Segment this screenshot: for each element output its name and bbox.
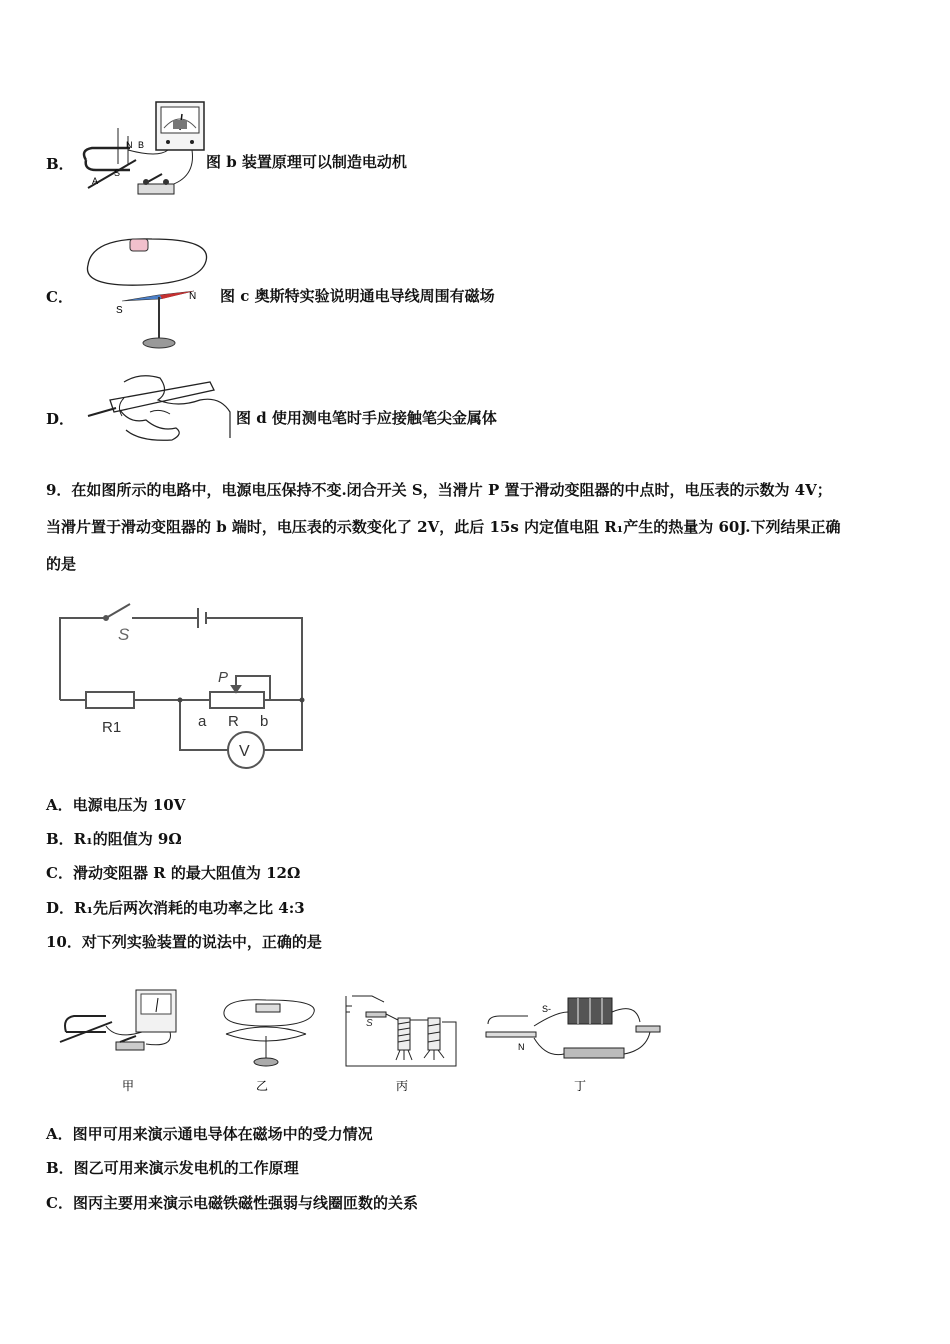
- fig-b-label-b: B: [138, 140, 145, 150]
- q10-apparatus-figures: [56, 982, 666, 1094]
- oersted-figure: [82, 225, 214, 353]
- q9-option-c: C．滑动变阻器 R 的最大阻值为 12Ω: [46, 864, 301, 882]
- figure-ding: [486, 998, 660, 1058]
- q10-option-c: C．图丙主要用来演示电磁铁磁性强弱与线圈匝数的关系: [46, 1194, 418, 1212]
- voltmeter-label: V: [239, 743, 250, 760]
- r1-label: R1: [102, 719, 122, 736]
- q9-stem-line1: 9．在如图所示的电路中，电源电压保持不变.闭合开关 S，当滑片 P 置于滑动变阻器的中点时，电压表的示数为 4V；: [46, 481, 832, 499]
- q9-option-d: D．R₁先后两次消耗的电功率之比 4:3: [46, 899, 305, 917]
- q10-option-a: A．图甲可用来演示通电导体在磁场中的受力情况: [46, 1125, 373, 1143]
- rheostat-label: R: [228, 713, 239, 730]
- caption-yi: 乙: [256, 1079, 269, 1093]
- option-c-text: 图 c 奥斯特实验说明通电导线周围有磁场: [220, 287, 495, 305]
- fig-c-label-s: S: [116, 305, 123, 316]
- terminal-a-label: a: [198, 713, 207, 730]
- q9-option-b: B．R₁的阻值为 9Ω: [46, 830, 182, 848]
- figure-bing: [346, 996, 456, 1066]
- switch-label: S: [118, 625, 130, 644]
- caption-jia: 甲: [122, 1079, 135, 1093]
- svg-text:S-: S-: [542, 1004, 551, 1014]
- slider-label: P: [218, 669, 229, 686]
- fig-b-label-s: S: [114, 168, 121, 178]
- q10-option-b: B．图乙可用来演示发电机的工作原理: [46, 1159, 299, 1177]
- test-pen-hand-figure: [80, 372, 232, 444]
- option-b-text: 图 b 装置原理可以制造电动机: [206, 153, 407, 171]
- option-c-letter: C．: [46, 288, 73, 306]
- q9-stem-line2: 当滑片置于滑动变阻器的 b 端时，电压表的示数变化了 2V，此后 15s 内定值电阻 R₁产生的热量为 60J.下列结果正确: [46, 518, 841, 536]
- q9-circuit-diagram: [50, 600, 312, 772]
- q10-stem: 10．对下列实验装置的说法中，正确的是: [46, 933, 322, 951]
- motor-galvanometer-figure: [78, 98, 208, 202]
- fig-c-label-n: N: [189, 291, 197, 302]
- figure-jia: [60, 990, 176, 1050]
- terminal-b-label: b: [260, 713, 269, 730]
- figure-yi: [224, 1000, 314, 1066]
- svg-text:S: S: [366, 1018, 373, 1029]
- caption-bing: 丙: [396, 1079, 409, 1093]
- q9-option-a: A．电源电压为 10V: [46, 796, 186, 814]
- svg-text:N: N: [518, 1042, 525, 1052]
- caption-ding: 丁: [574, 1079, 587, 1093]
- option-b-letter: B．: [46, 155, 74, 173]
- option-d-letter: D．: [46, 410, 75, 428]
- q9-stem-line3: 的是: [46, 555, 77, 573]
- fig-b-label-n: N: [126, 140, 133, 150]
- option-d-text: 图 d 使用测电笔时手应接触笔尖金属体: [236, 409, 497, 427]
- fig-b-label-a: A: [92, 176, 99, 186]
